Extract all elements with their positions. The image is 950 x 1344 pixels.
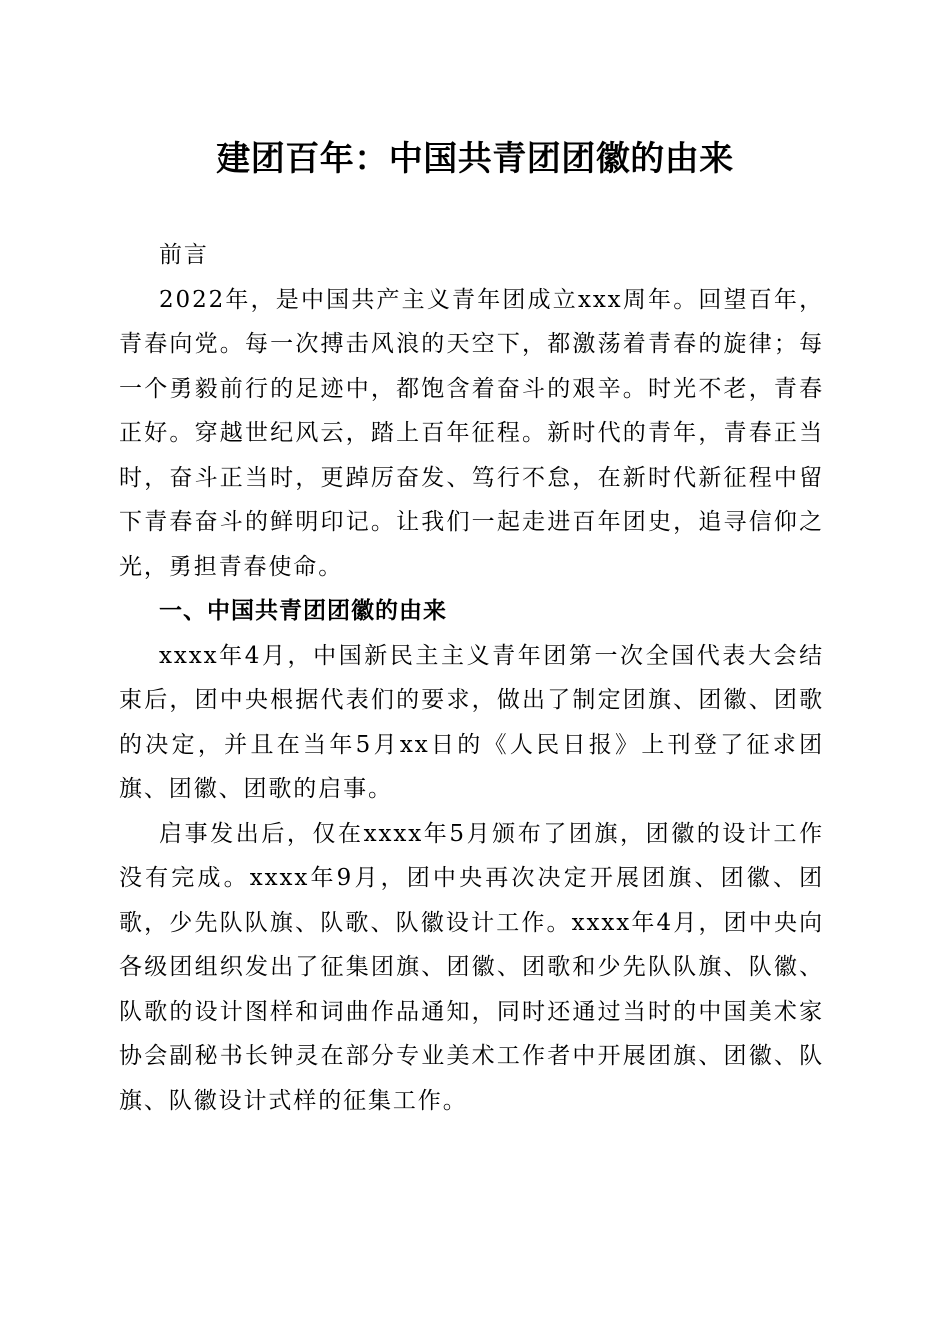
preface-paragraph: 2022年，是中国共产主义青年团成立xxx周年。回望百年，青春向党。每一次搏击风浪的天空下，都激荡着青春的旋律；每一个勇毅前行的足迹中，都饱含着奋斗的艰辛。时光不老，青春正好。穿越世纪风云，踏上百年征程。新时代的青年，青春正当时，奋斗正当时，更踔厉奋发、笃行不怠，在新时代新征程中留下青春奋斗的鲜明印记。让我们一起走进百年团史，追寻信仰之光，勇担青春使命。 — [119, 286, 824, 580]
section-1-paragraph-1: xxxx年4月，中国新民主主义青年团第一次全国代表大会结束后，团中央根据代表们的要求，做出了制定团旗、团徽、团歌的决定，并且在当年5月xx日的《人民日报》上刊登了征求团旗、团徽、团歌的启事。 — [119, 642, 824, 802]
preface-label: 前言 — [159, 242, 209, 268]
document-body — [119, 233, 824, 1123]
section-1-paragraph-2: 启事发出后，仅在xxxx年5月颁布了团旗，团徽的设计工作没有完成。xxxx年9月，团中央再次决定开展团旗、团徽、团歌，少先队队旗、队歌、队徽设计工作。xxxx年4月，团中央向各级团组织发出了征集团旗、团徽、团歌和少先队队旗、队徽、队歌的设计图样和词曲作品通知，同时还通过当时的中国美术家协会副秘书长钟灵在部分专业美术工作者中开展团旗、团徽、队旗、队徽设计式样的征集工作。 — [119, 820, 824, 1114]
section-1-heading: 一、中国共青团团徽的由来 — [159, 598, 447, 624]
document-title: 建团百年：中国共青团团徽的由来 — [216, 139, 734, 179]
